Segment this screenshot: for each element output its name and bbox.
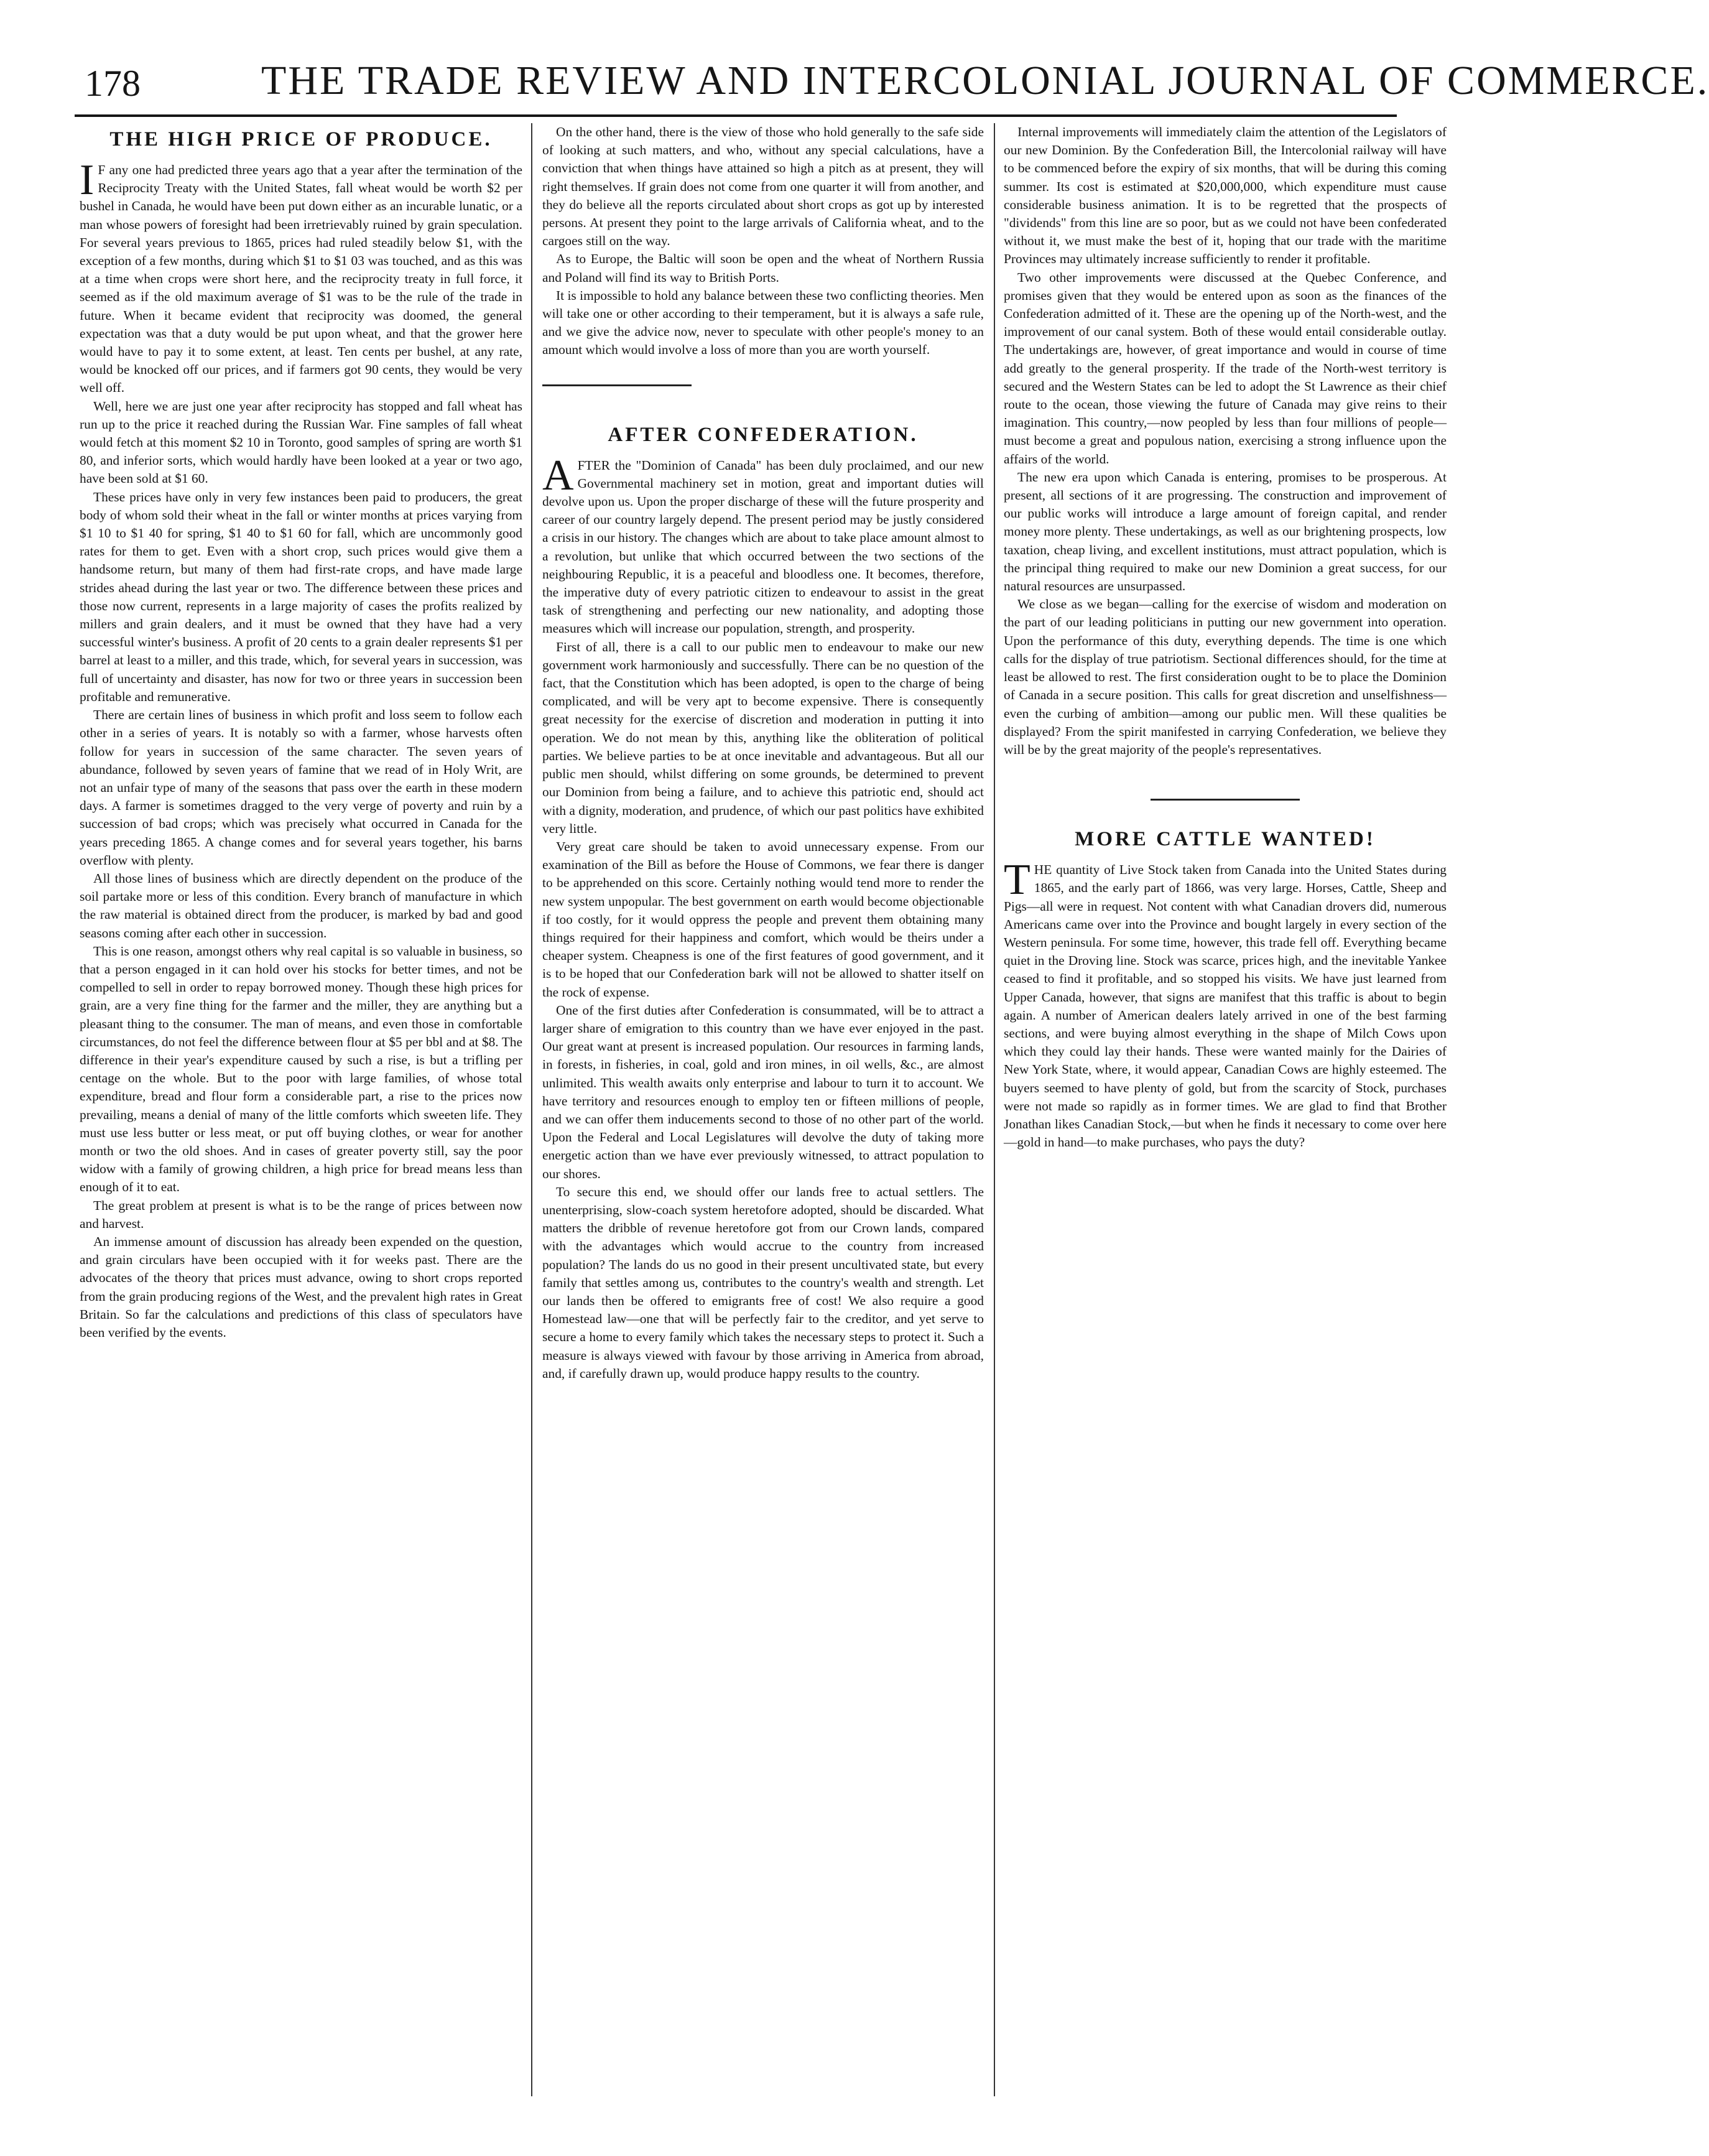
column-3: [1004, 123, 1447, 2100]
article-paragraph: THE quantity of Live Stock taken from Canada into the United States during 1865, and the early part of 1866, was very large. Horses, Cattle, Sheep and Pigs—all were in request. Not content with what Canadian drovers did, numerous Americans came over into the Province and bought largely in every section of the Western peninsula. For some time, however, this trade fell off. Everything became quiet in the Droving line. Stock was scarce, prices high, and the inevitable Yankee ceased to find it profitable, and so stopped his visits. We have just learned from Upper Canada, however, that signs are manifest that this traffic is about to begin again. A number of American dealers lately arrived in one of the best farming sections, and were buying almost everything in the shape of Milch Cows upon which they could lay their hands. These were wanted mainly for the Dairies of New York State, where, it would appear, Canadian Cows are highly esteemed. The buyers seemed to have plenty of gold, but from the scarcity of Stock, purchases were not made so rapidly as in former times. We are glad to find that Brother Jonathan likes Canadian Stock,—but when he finds it necessary to come over here—gold in hand—to make purchases, who pays the duty?: [1004, 856, 1447, 1150]
article-paragraph: An immense amount of discussion has already been expended on the question, and grain circulars have been occupied with it for weeks past. There are the advocates of the theory that prices must advance, owing to short crops reported from the grain producing regions of the West, and the prevalent high rates in Great Britain. So far the calculations and predictions of this class of speculators have been verified by the events.: [80, 1234, 522, 1340]
article-paragraph: On the other hand, there is the view of those who hold generally to the safe side of looking at such matters, and who, without any special calculations, have a conviction that when things have attained so high a pitch as at present, they will right themselves. If grain does not come from one quarter it will from another, and they do believe all the reports circulated about short crops as got up by interested persons. At present they point to the large arrivals of California wheat, and to the cargoes still on the way.: [542, 124, 984, 249]
article-paragraph: Well, here we are just one year after reciprocity has stopped and fall wheat has run up to the price it reached during the Russian War. Fine samples of fall wheat would fetch at this moment $2 10 in Toronto, good samples of spring are worth $1 80, and inferior sorts, which would hardly have been looked at a year or two ago, have been sold at $1 60.: [80, 398, 522, 486]
article-paragraph: Very great care should be taken to avoid unnecessary expense. From our examination of the Bill as before the House of Commons, we fear there is danger to be apprehended on this score. Certainly nothing would tend more to render the new system unpopular. The best government on earth would become objectionable if too costly, for it would oppress the people and prevent them obtaining many things required for their happiness and comfort, which would be theirs under a cheaper system. Cheapness is one of the first features of good government, and it is to be hoped that our Confederation bark will not be allowed to shatter itself on the rock of expense.: [542, 839, 984, 1000]
article-paragraph: First of all, there is a call to our public men to endeavour to make our new government work harmoniously and successfully. There can be no question of the fact, that the Constitution which has been adopted, is open to the charge of being complicated, and will be very apt to become expensive. There is consequently great necessity for the exercise of discretion and moderation in putting it into operation. We do not mean by this, anything like the obliteration of political parties. We believe parties to be at once inevitable and advantageous. But all our public men should, whilst differing on some grounds, be determined to prevent our Dominion from being a failure, and to achieve this patriotic end, should act with a dignity, moderation, and prudence, of which our past politics have exhibited very little.: [542, 639, 984, 836]
article-paragraph: All those lines of business which are directly dependent on the produce of the soil partake more or less of this condition. Every branch of manufacture in which the raw material is obtained direct from the producer, is marked by bad and good seasons coming after each other in succession.: [80, 870, 522, 941]
article-paragraph: The great problem at present is what is to be the range of prices between now and harvest.: [80, 1197, 522, 1231]
article-paragraph: It is impossible to hold any balance between these two conflicting theories. Men will take one or other according to their temperament, but it is always a safe rule, and we give the advice now, never to speculate with other people's money to an amount which would involve a loss of more than you are worth yourself.: [542, 287, 984, 358]
article-paragraph: Internal improvements will immediately claim the attention of the Legislators of our new Dominion. By the Confederation Bill, the Intercolonial railway will have to be commenced before the expiry of six months, that will be during this coming summer. Its cost is estimated at $20,000,000, which expenditure must cause considerable business animation. It is to be regretted that the prospects of "dividends" from this line are so poor, but as we could not have been confederated without it, we must make the best of it, hoping that our trade with the maritime Provinces may ultimately increase sufficiently to render it profitable.: [1004, 124, 1447, 267]
article-paragraph: IF any one had predicted three years ago that a year after the termination of the Reciprocity Treaty with the United States, fall wheat would be worth $2 per bushel in Canada, he would have been put down either as an incurable lunatic, or a man whose powers of foresight had been irretrievably ruined by grain speculation. For several years previous to 1865, prices had ruled steadily below $1, with the exception of a few months, during which $1 to $1 03 was touched, and as this was at a time when crops were short here, and the reciprocity treaty in full force, it seemed as if the old maximum average of $1 was to be the rule of the trade in future. When it became evident that reciprocity was doomed, the general expectation was that a duty would be put upon wheat, and that the grower here would have to pay it to some extent, at least. Ten cents per bushel, at any rate, would be knocked off our prices, and if farmers got 90 cents, they would be very well off.: [80, 156, 522, 396]
column-divider: [531, 123, 532, 2096]
article-paragraph: This is one reason, amongst others why real capital is so valuable in business, so that a person engaged in it can hold over his stocks for better times, and not be compelled to sell in order to repay borrowed money. Though these high prices for grain, are a very fine thing for the farmer and the miller, they are anything but a pleasant thing to the consumer. The man of means, and even those in comfortable circumstances, do not feel the difference between flour at $5 per bbl and at $8. The difference in their year's expenditure caused by such a rise, is but a trifling per centage on the whole. But to the poor with large families, of whose total expenditure, bread and flour form a considerable part, a rise to the prices now prevailing, means a denial of many of the little comforts which sweeten life. They must use less butter or less meat, or put off buying clothes, or wear for another month or two the old shoes. And in cases of greater poverty still, say the poor widow with a family of growing children, a high price for bread means less than enough of it to eat.: [80, 943, 522, 1195]
article-paragraph: There are certain lines of business in which profit and loss seem to follow each other in a series of years. It is notably so with a farmer, whose harvests often follow for years in succession of the same character. The seven years of abundance, followed by seven years of famine that we read of in Holy Writ, are not an unfair type of many of the seasons that pass over the earth in these modern days. A farmer is sometimes dragged to the very verge of poverty and ruin by a succession of bad crops; which was precisely what occurred in Canada for the years preceding 1865. A change comes and for several years together, his barns overflow with plenty.: [80, 707, 522, 868]
page-number: 178: [85, 63, 141, 104]
article-paragraph: One of the first duties after Confederation is consummated, will be to attract a larger share of emigration to this country than we have ever enjoyed in the past. Our great want at present is increased population. Our resources in farming lands, in forests, in fisheries, in coal, gold and iron mines, in oil wells, &c., are almost unlimited. This wealth awaits only enterprise and labour to turn it to account. We have territory and resources enough to employ ten or fifteen millions of people, and we can offer them inducements second to those of no other part of the world. Upon the Federal and Local Legislatures will devolve the duty of taking more energetic action than we have ever previously witnessed, to attract population to our shores.: [542, 1002, 984, 1181]
article-title: MORE CATTLE WANTED!: [1075, 828, 1376, 851]
article-paragraph: As to Europe, the Baltic will soon be open and the wheat of Northern Russia and Poland will find its way to British Ports.: [542, 251, 984, 285]
article-separator: [542, 384, 692, 386]
header-rule: [75, 114, 1397, 117]
article-separator: [1151, 799, 1300, 801]
column-2: [542, 123, 984, 2100]
article-paragraph: The new era upon which Canada is entering, promises to be prosperous. At present, all sections of it are progressing. The construction and improvement of our public works will introduce a large amount of foreign capital, and render money more plenty. These undertakings, as well as our brightening prospects, low taxation, cheap living, and excellent institutions, must attract population, which is the principal thing required to make our new Dominion a great success, for our natural resources are unsurpassed.: [1004, 469, 1447, 594]
column-1: [80, 123, 522, 2100]
article-paragraph: To secure this end, we should offer our lands free to actual settlers. The unenterprising, slow-coach system heretofore adopted, should be discarded. What matters the dribble of revenue heretofore got from our Crown lands, compared with the advantages which would accrue to the country from increased population? The lands do us no good in their present uncultivated state, but every family that settles among us, contributes to the country's wealth and strength. Let our lands then be offered to emigrants free of cost! We also require a good Homestead law—one that will be perfectly fair to the creditor, and yet serve to secure a home to every family which takes the necessary steps to protect it. Such a measure is always viewed with favour by those arriving in America from abroad, and, if carefully drawn up, would produce happy results to the country.: [542, 1184, 984, 1381]
article-paragraph: Two other improvements were discussed at the Quebec Conference, and promises given that they would be entered upon as soon as the finances of the Confederation admitted of it. These are the opening up of the North-west, and the improvement of our canal system. Both of these would entail considerable outlay. The undertakings are, however, of great importance and would in course of time add greatly to the general prosperity. If the trade of the North-west territory is secured and the Western States can be led to adopt the St Lawrence as their chief route to the ocean, those viewing the future of Canada may give reins to their imagination. This country,—now peopled by less than four millions of people—must become a great and populous nation, exercising a strong influence upon the affairs of the world.: [1004, 269, 1447, 467]
article-paragraph: AFTER the "Dominion of Canada" has been duly proclaimed, and our new Governmental machinery set in motion, great and important duties will devolve upon us. Upon the proper discharge of these will the future prosperity and career of our country largely depend. The present period may be justly considered a crisis in our history. The changes which are about to take place amount almost to a revolution, but unlike that which occurred between the two sections of the neighbouring Republic, it is a peaceful and bloodless one. It becomes, therefore, the imperative duty of every patriotic citizen to endeavour to assist in the great task of strengthening and perfecting our new nationality, and adopting those measures which will increase our population, strength, and prosperity.: [542, 451, 984, 636]
article-paragraph: These prices have only in very few instances been paid to producers, the great body of whom sold their wheat in the fall or winter months at prices varying from $1 10 to $1 40 for spring, $1 40 to $1 60 for fall, which are uncommonly good rates for them to get. Even with a short crop, such prices would give them a handsome return, but many of them had first-rate crops, and have made large strides ahead during the last year or two. The difference between these prices and those now current, represents in a large majority of cases the profits realized by millers and grain dealers, and it must be owned that they have had a very successful winter's business. A profit of 20 cents to a grain dealer represents $1 per barrel at least to a miller, and this trade, which, for several years in succession, was full of uncertainty and disaster, has now for two or three years in succession been profitable and remunerative.: [80, 489, 522, 704]
article-title: AFTER CONFEDERATION.: [608, 423, 919, 446]
journal-title: THE TRADE REVIEW AND INTERCOLONIAL JOURNAL OF COMMERCE.: [261, 58, 1709, 103]
article-title: THE HIGH PRICE OF PRODUCE.: [109, 128, 493, 151]
column-divider: [994, 123, 995, 2096]
article-paragraph: We close as we began—calling for the exercise of wisdom and moderation on the part of our leading politicians in putting our new government into operation. Upon the performance of this duty, everything depends. The time is one which calls for the display of true patriotism. Sectional differences should, for the time at least be allowed to rest. The first consideration ought to be to place the Dominion of Canada in a secure position. This calls for great discretion and unselfishness—even the curbing of ambition—among our public men. Will these qualities be displayed? From the spirit manifested in carrying Confederation, we believe they will be by the great majority of the people's representatives.: [1004, 597, 1447, 757]
page-header: [75, 57, 1709, 113]
